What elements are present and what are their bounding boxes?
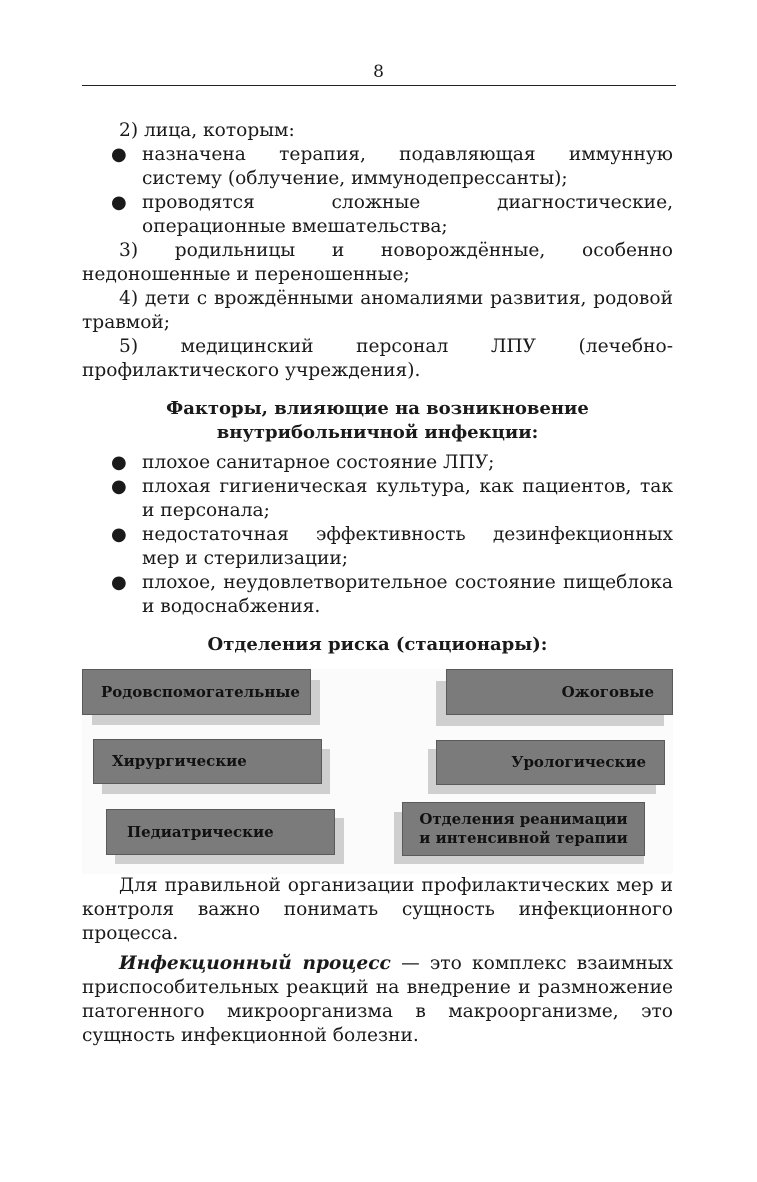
factors-heading-line1: Факторы, влияющие на возникновение [166, 398, 589, 419]
header-rule [82, 85, 676, 86]
risk-departments-diagram [82, 669, 673, 874]
term-infectious-process: Инфекционный процесс [119, 953, 391, 974]
list-item [82, 571, 673, 619]
list-item-text: плохое санитарное состояние ЛПУ; [142, 452, 495, 473]
bullet-icon: ● [111, 524, 127, 545]
list-item [82, 143, 673, 191]
list-item-text: недостаточная эффективность дезинфекционных мер и стерилизации; [142, 524, 673, 569]
list-item-text: плохая гигиеническая культура, как пациентов, так и персонала; [142, 476, 673, 521]
list-item [82, 475, 673, 523]
departments-heading: Отделения риска (стационары): [207, 634, 548, 655]
box-urology: Урологические [436, 740, 665, 785]
paragraph-definition [82, 952, 673, 1048]
list-item-4: 4) дети с врождёнными аномалиями развития, родовой травмой; [82, 288, 673, 333]
box-surgical: Хирургические [93, 739, 322, 784]
list-item-text: плохое, неудовлетворительное состояние пищеблока и водоснабжения. [142, 572, 673, 617]
list-item-5: 5) медицинский персонал ЛПУ (лечебно-профилактического учреждения). [82, 336, 673, 381]
box-icu [402, 802, 645, 856]
list-item [82, 451, 673, 475]
page-number: 8 [373, 62, 384, 82]
bullet-icon: ● [111, 452, 127, 473]
bullet-list-factors [82, 451, 673, 619]
bullet-icon: ● [111, 192, 127, 213]
factors-heading [82, 397, 673, 445]
box-burn: Ожоговые [446, 669, 673, 715]
box-icu-line1: Отделения реанимации [419, 810, 628, 828]
definition-text: — это комплекс взаимных приспособительных реакций на внедрение и размножение патогенного микроорганизма в макроорганизме, это сущность инфекционной болезни. [82, 953, 673, 1046]
list-item-text: назначена терапия, подавляющая иммунную систему (облучение, иммунодепрессанты); [142, 144, 673, 189]
paragraph-prevention: Для правильной организации профилактических мер и контроля важно понимать сущность инфекционного процесса. [82, 875, 673, 944]
list-item-3: 3) родильницы и новорождённые, особенно недоношенные и переношенные; [82, 240, 673, 285]
page-content [82, 119, 673, 1048]
list-item [82, 523, 673, 571]
bullet-icon: ● [111, 476, 127, 497]
box-icu-line2: и интенсивной терапии [419, 829, 628, 847]
bullet-icon: ● [111, 572, 127, 593]
factors-heading-line2: внутрибольничной инфекции: [216, 422, 539, 443]
box-pediatric: Педиатрические [106, 809, 335, 855]
bullet-icon: ● [111, 144, 127, 165]
list-item-text: проводятся сложные диагностические, операционные вмешательства; [142, 192, 673, 237]
bullet-list-therapy [82, 143, 673, 239]
list-intro: 2) лица, которым: [119, 120, 295, 141]
box-obstetric: Родовспомогательные [82, 669, 311, 715]
list-item [82, 191, 673, 239]
